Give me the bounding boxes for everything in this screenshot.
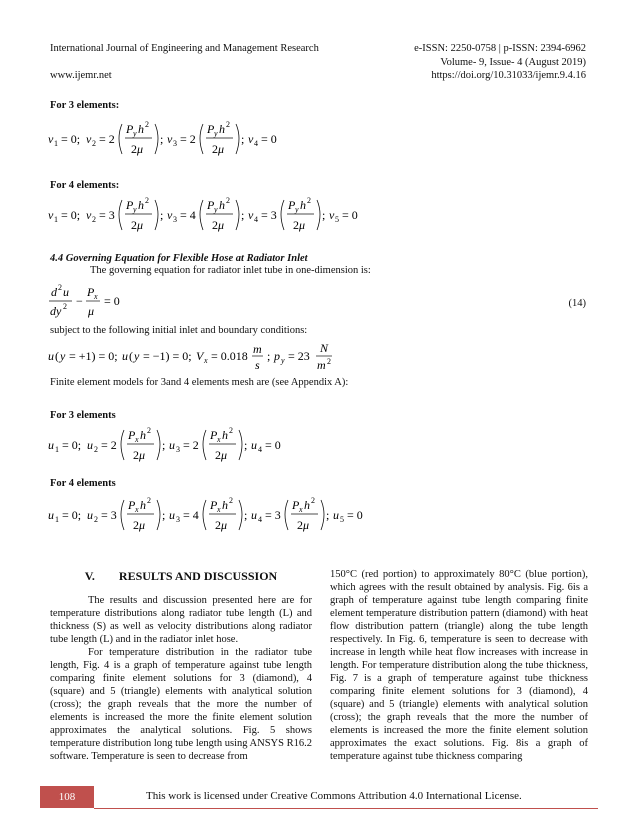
svg-text:2: 2 [131, 142, 137, 156]
equation-v4 [48, 192, 368, 242]
svg-text:dy: dy [50, 304, 62, 318]
svg-text:;: ; [241, 132, 245, 146]
svg-text:u: u [63, 285, 69, 299]
svg-text:2: 2 [212, 218, 218, 232]
svg-text:= 4: = 4 [180, 208, 196, 222]
svg-text:h: h [222, 428, 228, 442]
svg-text:h: h [222, 498, 228, 512]
svg-text:u: u [169, 438, 175, 452]
svg-text:2: 2 [229, 496, 233, 505]
svg-text:x: x [217, 435, 221, 444]
svg-text:v: v [329, 208, 335, 222]
svg-text:y: y [133, 205, 137, 214]
svg-text:1: 1 [54, 139, 58, 148]
svg-text:y: y [214, 205, 218, 214]
subsection-4-4-intro: The governing equation for radiator inlet tube in one-dimension is: [90, 265, 371, 276]
svg-text:2: 2 [58, 283, 62, 292]
svg-text:x: x [135, 435, 139, 444]
results-paragraph-1: The results and discussion presented here are for temperature distributions along radiator tube length (L) and thickness (S) as well as velocity distributions along radiator tube length (L) and in the radiator inlet hose. [50, 595, 312, 645]
equation-v3 [48, 116, 308, 166]
svg-text:2: 2 [92, 215, 96, 224]
svg-text:u: u [87, 508, 93, 522]
svg-text:V: V [196, 349, 204, 363]
svg-text:y: y [214, 129, 218, 138]
website-link[interactable]: www.ijemr.net [50, 70, 112, 81]
svg-text:u: u [48, 349, 54, 363]
svg-text:v: v [86, 132, 92, 146]
doi-link[interactable]: https://doi.org/10.31033/ijemr.9.4.16 [431, 70, 586, 81]
svg-text:3: 3 [176, 515, 180, 524]
svg-text:μ: μ [137, 142, 144, 156]
svg-text:4: 4 [258, 515, 262, 524]
svg-text:3: 3 [173, 139, 177, 148]
svg-text:x: x [94, 292, 98, 301]
equation-u4 [48, 492, 368, 542]
svg-text:;: ; [244, 508, 248, 522]
svg-text:P: P [207, 198, 215, 212]
equation-14 [48, 282, 138, 328]
svg-text:P: P [87, 285, 95, 299]
svg-text:s: s [255, 358, 260, 372]
svg-text:1: 1 [55, 515, 59, 524]
svg-text:h: h [138, 198, 144, 212]
svg-text:= 2: = 2 [180, 132, 196, 146]
svg-text:h: h [219, 122, 225, 136]
page-number: 108 [40, 786, 94, 808]
svg-text:N: N [320, 341, 329, 355]
equation-boundary [48, 340, 348, 378]
svg-text:h: h [300, 198, 306, 212]
svg-text:(: ( [129, 349, 133, 363]
svg-text:= 3: = 3 [101, 508, 117, 522]
svg-text:= 0;: = 0; [61, 132, 81, 146]
svg-text:= 0: = 0 [342, 208, 358, 222]
svg-text:y: y [281, 356, 285, 365]
svg-text:x: x [217, 505, 221, 514]
u4-label: For 4 elements [50, 478, 116, 489]
svg-text:y: y [60, 349, 66, 363]
svg-text:2: 2 [226, 120, 230, 129]
issn: e-ISSN: 2250-0758 | p-ISSN: 2394-6962 [414, 43, 586, 54]
svg-text:μ: μ [218, 218, 225, 232]
svg-text:;: ; [162, 438, 166, 452]
svg-text:u: u [251, 438, 257, 452]
svg-text:2: 2 [131, 218, 137, 232]
svg-text:(: ( [55, 349, 59, 363]
svg-text:v: v [167, 132, 173, 146]
svg-text:y: y [134, 349, 140, 363]
svg-text:y: y [133, 129, 137, 138]
svg-text:x: x [299, 505, 303, 514]
fem-intro: Finite element models for 3and 4 elements mesh are (see Appendix A): [50, 377, 349, 388]
svg-text:μ: μ [139, 518, 146, 532]
svg-text:u: u [48, 438, 54, 452]
license-text: This work is licensed under Creative Commons Attribution 4.0 International License. [146, 790, 522, 802]
svg-text:1: 1 [54, 215, 58, 224]
footer-divider [94, 808, 598, 809]
svg-text:P: P [128, 498, 136, 512]
svg-text:v: v [86, 208, 92, 222]
svg-text:;: ; [160, 132, 164, 146]
svg-text:P: P [292, 498, 300, 512]
svg-text:1: 1 [55, 445, 59, 454]
v4-label: For 4 elements: [50, 180, 120, 191]
svg-text:5: 5 [340, 515, 344, 524]
equation-number: (14) [568, 298, 586, 309]
svg-text:2: 2 [215, 518, 221, 532]
svg-text:= 3: = 3 [265, 508, 281, 522]
svg-text:P: P [128, 428, 136, 442]
svg-text:= 0: = 0 [347, 508, 363, 522]
svg-text:u: u [48, 508, 54, 522]
svg-text:= 0;: = 0; [62, 508, 82, 522]
svg-text:;: ; [160, 208, 164, 222]
svg-text:P: P [288, 198, 296, 212]
svg-text:h: h [138, 122, 144, 136]
svg-text:3: 3 [173, 215, 177, 224]
svg-text:2: 2 [327, 357, 331, 366]
svg-text:= 0: = 0 [265, 438, 281, 452]
svg-text:P: P [210, 428, 218, 442]
svg-text:;: ; [162, 508, 166, 522]
svg-text:;: ; [241, 208, 245, 222]
svg-text:h: h [140, 428, 146, 442]
svg-text:= 2: = 2 [101, 438, 117, 452]
results-paragraph-3: 150°C (red portion) to approximately 80°C (blue portion), which agrees with the result obtained by analysis. Fig. 6is a graph of temperature against tube length comparing finite element temperature distribution pattern (diamond) with heat flow distribution pattern (triangle) along the tube length respectively. In Fig. 6, temperature is seen to decrease with increase in length while heat flow increases with increase in length. For temperature distribution along the tube thickness, Fig. 7 is a graph of temperature against tube thickness comparing finite element solutions for 3 (diamond), 4 (square) and 5 (triangle) elements with analytical solution (cross); the graph reveals that the more the number of elements is increased the more the finite element solution approximates the exact solutions. Fig. 8is a graph of temperature against tube thickness comparing [330, 569, 588, 762]
svg-text:= 2: = 2 [183, 438, 199, 452]
svg-text:= 0: = 0 [261, 132, 277, 146]
svg-text:4: 4 [254, 139, 258, 148]
svg-text:2: 2 [147, 426, 151, 435]
svg-text:2: 2 [92, 139, 96, 148]
svg-text:2: 2 [94, 445, 98, 454]
svg-text:= 3: = 3 [99, 208, 115, 222]
svg-text:= 23: = 23 [288, 349, 310, 363]
svg-text:v: v [48, 208, 54, 222]
svg-text:2: 2 [215, 448, 221, 462]
svg-text:;: ; [244, 438, 248, 452]
svg-text:μ: μ [299, 218, 306, 232]
svg-text:p: p [274, 349, 280, 363]
svg-text:2: 2 [94, 515, 98, 524]
svg-text:v: v [248, 132, 254, 146]
svg-text:2: 2 [133, 448, 139, 462]
svg-text:μ: μ [139, 448, 146, 462]
svg-text:;: ; [322, 208, 326, 222]
svg-text:x: x [135, 505, 139, 514]
svg-text:P: P [126, 198, 134, 212]
svg-text:2: 2 [297, 518, 303, 532]
svg-text:μ: μ [303, 518, 310, 532]
svg-text:= 0;: = 0; [61, 208, 81, 222]
u3-label: For 3 elements [50, 410, 116, 421]
section-v-heading: V. RESULTS AND DISCUSSION [84, 569, 278, 583]
svg-text:2: 2 [63, 302, 67, 311]
svg-text:= 2: = 2 [99, 132, 115, 146]
svg-text:μ: μ [221, 448, 228, 462]
svg-text:u: u [87, 438, 93, 452]
results-paragraph-2: For temperature distribution in the radiator tube length, Fig. 4 is a graph of temperature against tube length comparing finite element solutions for 3 (diamond), 4 (square) and 5 (triangle) elements with analytical solution (cross); the graph reveals that the more the number of elements is increased the more the finite element solution approximates the analytical solutions. Fig. 5 shows temperature distribution long tube length using ANSYS R16.2 software. Temperature is seen to decrease from [50, 647, 312, 762]
svg-text:2: 2 [229, 426, 233, 435]
svg-text:u: u [169, 508, 175, 522]
svg-text:3: 3 [176, 445, 180, 454]
svg-text:μ: μ [88, 304, 95, 318]
svg-text:= 0: = 0 [104, 294, 120, 308]
svg-text:= 0.018: = 0.018 [211, 349, 248, 363]
svg-text:= −1) = 0;: = −1) = 0; [143, 349, 192, 363]
svg-text:;: ; [326, 508, 330, 522]
svg-text:P: P [126, 122, 134, 136]
svg-text:= 3: = 3 [261, 208, 277, 222]
svg-text:4: 4 [254, 215, 258, 224]
svg-text:h: h [304, 498, 310, 512]
svg-text:P: P [210, 498, 218, 512]
svg-text:v: v [48, 132, 54, 146]
svg-text:v: v [167, 208, 173, 222]
svg-text:2: 2 [293, 218, 299, 232]
svg-text:v: v [248, 208, 254, 222]
svg-text:μ: μ [137, 218, 144, 232]
svg-text:μ: μ [221, 518, 228, 532]
svg-text:2: 2 [147, 496, 151, 505]
svg-text:2: 2 [311, 496, 315, 505]
svg-text:u: u [122, 349, 128, 363]
svg-text:d: d [51, 285, 57, 299]
volume-issue: Volume- 9, Issue- 4 (August 2019) [440, 57, 586, 68]
subsection-4-4-title: 4.4 Governing Equation for Flexible Hose at Radiator Inlet [50, 253, 308, 264]
svg-text:2: 2 [145, 196, 149, 205]
svg-text:2: 2 [226, 196, 230, 205]
svg-text:μ: μ [218, 142, 225, 156]
svg-text:x: x [204, 356, 208, 365]
svg-text:m: m [317, 358, 326, 372]
svg-text:y: y [295, 205, 299, 214]
svg-text:2: 2 [145, 120, 149, 129]
v3-label: For 3 elements: [50, 100, 120, 111]
svg-text:u: u [251, 508, 257, 522]
svg-text:2: 2 [212, 142, 218, 156]
svg-text:2: 2 [307, 196, 311, 205]
svg-text:4: 4 [258, 445, 262, 454]
svg-text:2: 2 [133, 518, 139, 532]
equation-u3 [48, 422, 308, 472]
svg-text:P: P [207, 122, 215, 136]
svg-text:= 0;: = 0; [62, 438, 82, 452]
svg-text:m: m [253, 342, 262, 356]
svg-text:h: h [219, 198, 225, 212]
journal-title: International Journal of Engineering and Management Research [50, 43, 319, 54]
svg-text:−: − [76, 294, 83, 308]
svg-text:u: u [333, 508, 339, 522]
svg-text:5: 5 [335, 215, 339, 224]
svg-text:= +1) = 0;: = +1) = 0; [69, 349, 118, 363]
boundary-intro: subject to the following initial inlet and boundary conditions: [50, 325, 308, 336]
svg-text:= 4: = 4 [183, 508, 199, 522]
svg-text:;: ; [267, 349, 271, 363]
svg-text:h: h [140, 498, 146, 512]
